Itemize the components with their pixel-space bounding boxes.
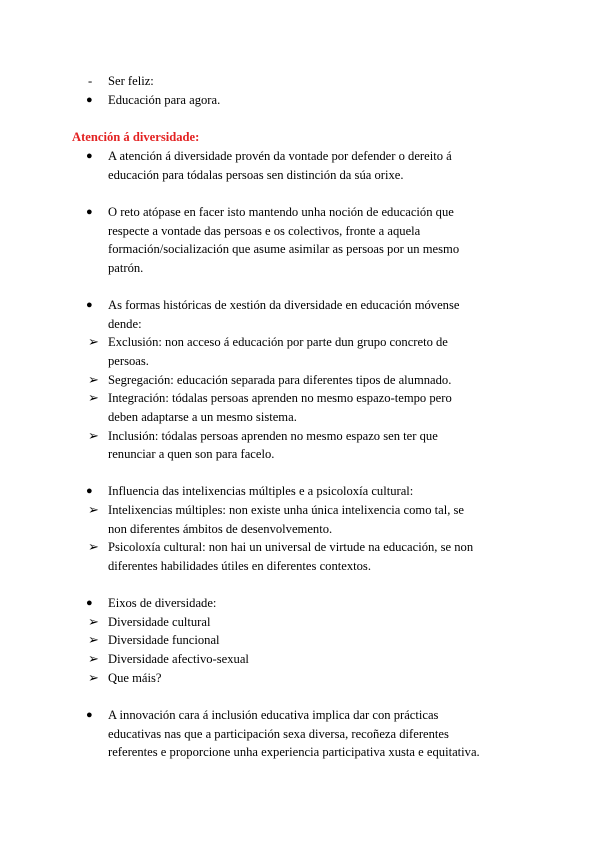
- paragraph-line: dende:: [108, 317, 142, 331]
- paragraph-line: As formas históricas de xestión da diversidade en educación móvense: [108, 298, 460, 312]
- arrow-marker: ➢: [88, 334, 99, 349]
- list-item-continuation: diferentes habilidades útiles en diferentes contextos.: [108, 559, 371, 573]
- bullet-marker: ●: [86, 597, 93, 609]
- paragraph-line: Eixos de diversidade:: [108, 596, 217, 610]
- paragraph-line: educación para tódalas persoas sen distinción da súa orixe.: [108, 168, 404, 182]
- bullet-marker: ●: [86, 299, 93, 311]
- list-item: Psicoloxía cultural: non hai un universal de virtude na educación, se non: [108, 540, 474, 554]
- bullet-item: Educación para agora.: [108, 93, 221, 107]
- list-item: Intelixencias múltiples: non existe unha única intelixencia como tal, se: [108, 503, 465, 517]
- paragraph-line: A atención á diversidade provén da vontade por defender o dereito á: [108, 149, 452, 163]
- bullet-marker: ●: [86, 709, 93, 721]
- list-item-continuation: non diferentes ámbitos de desenvolvemento.: [108, 522, 333, 536]
- bullet-marker: ●: [86, 485, 93, 497]
- list-item: Exclusión: non acceso á educación por parte dun grupo concreto de: [108, 335, 448, 349]
- arrow-marker: ➢: [88, 670, 99, 685]
- list-item-continuation: deben adaptarse a un mesmo sistema.: [108, 410, 297, 424]
- list-item-continuation: renunciar a quen son para facelo.: [108, 447, 275, 461]
- list-item-continuation: persoas.: [108, 354, 149, 368]
- paragraph-line: Influencia das intelixencias múltiples e a psicoloxía cultural:: [108, 484, 414, 498]
- paragraph-line: A innovación cara á inclusión educativa implica dar con prácticas: [108, 708, 439, 722]
- paragraph-line: formación/socialización que asume asimilar as persoas por un mesmo: [108, 242, 460, 256]
- arrow-marker: ➢: [88, 502, 99, 517]
- list-item: Diversidade funcional: [108, 633, 220, 647]
- arrow-marker: ➢: [88, 390, 99, 405]
- list-item: Integración: tódalas persoas aprenden no mesmo espazo-tempo pero: [108, 391, 452, 405]
- paragraph-line: respecte a vontade das persoas e os colectivos, fronte a aquela: [108, 224, 421, 238]
- arrow-marker: ➢: [88, 651, 99, 666]
- arrow-marker: ➢: [88, 614, 99, 629]
- arrow-marker: ➢: [88, 428, 99, 443]
- list-item: Segregación: educación separada para diferentes tipos de alumnado.: [108, 373, 452, 387]
- bullet-marker: ●: [86, 94, 93, 106]
- paragraph-line: patrón.: [108, 261, 144, 275]
- section-heading: Atención á diversidade:: [72, 130, 200, 144]
- list-item: Diversidade cultural: [108, 615, 211, 629]
- arrow-marker: ➢: [88, 632, 99, 647]
- dash-marker: -: [88, 74, 93, 88]
- arrow-marker: ➢: [88, 372, 99, 387]
- dash-item: Ser feliz:: [108, 74, 154, 88]
- bullet-marker: ●: [86, 206, 93, 218]
- arrow-marker: ➢: [88, 539, 99, 554]
- paragraph-line: O reto atópase en facer isto mantendo unha noción de educación que: [108, 205, 454, 219]
- bullet-marker: ●: [86, 150, 93, 162]
- list-item: Diversidade afectivo-sexual: [108, 652, 249, 666]
- paragraph-line: referentes e proporcione unha experiencia participativa xusta e equitativa.: [108, 745, 480, 759]
- paragraph-line: educativas nas que a participación sexa diversa, recoñeza diferentes: [108, 727, 449, 741]
- list-item: Que máis?: [108, 671, 162, 685]
- list-item: Inclusión: tódalas persoas aprenden no mesmo espazo sen ter que: [108, 429, 438, 443]
